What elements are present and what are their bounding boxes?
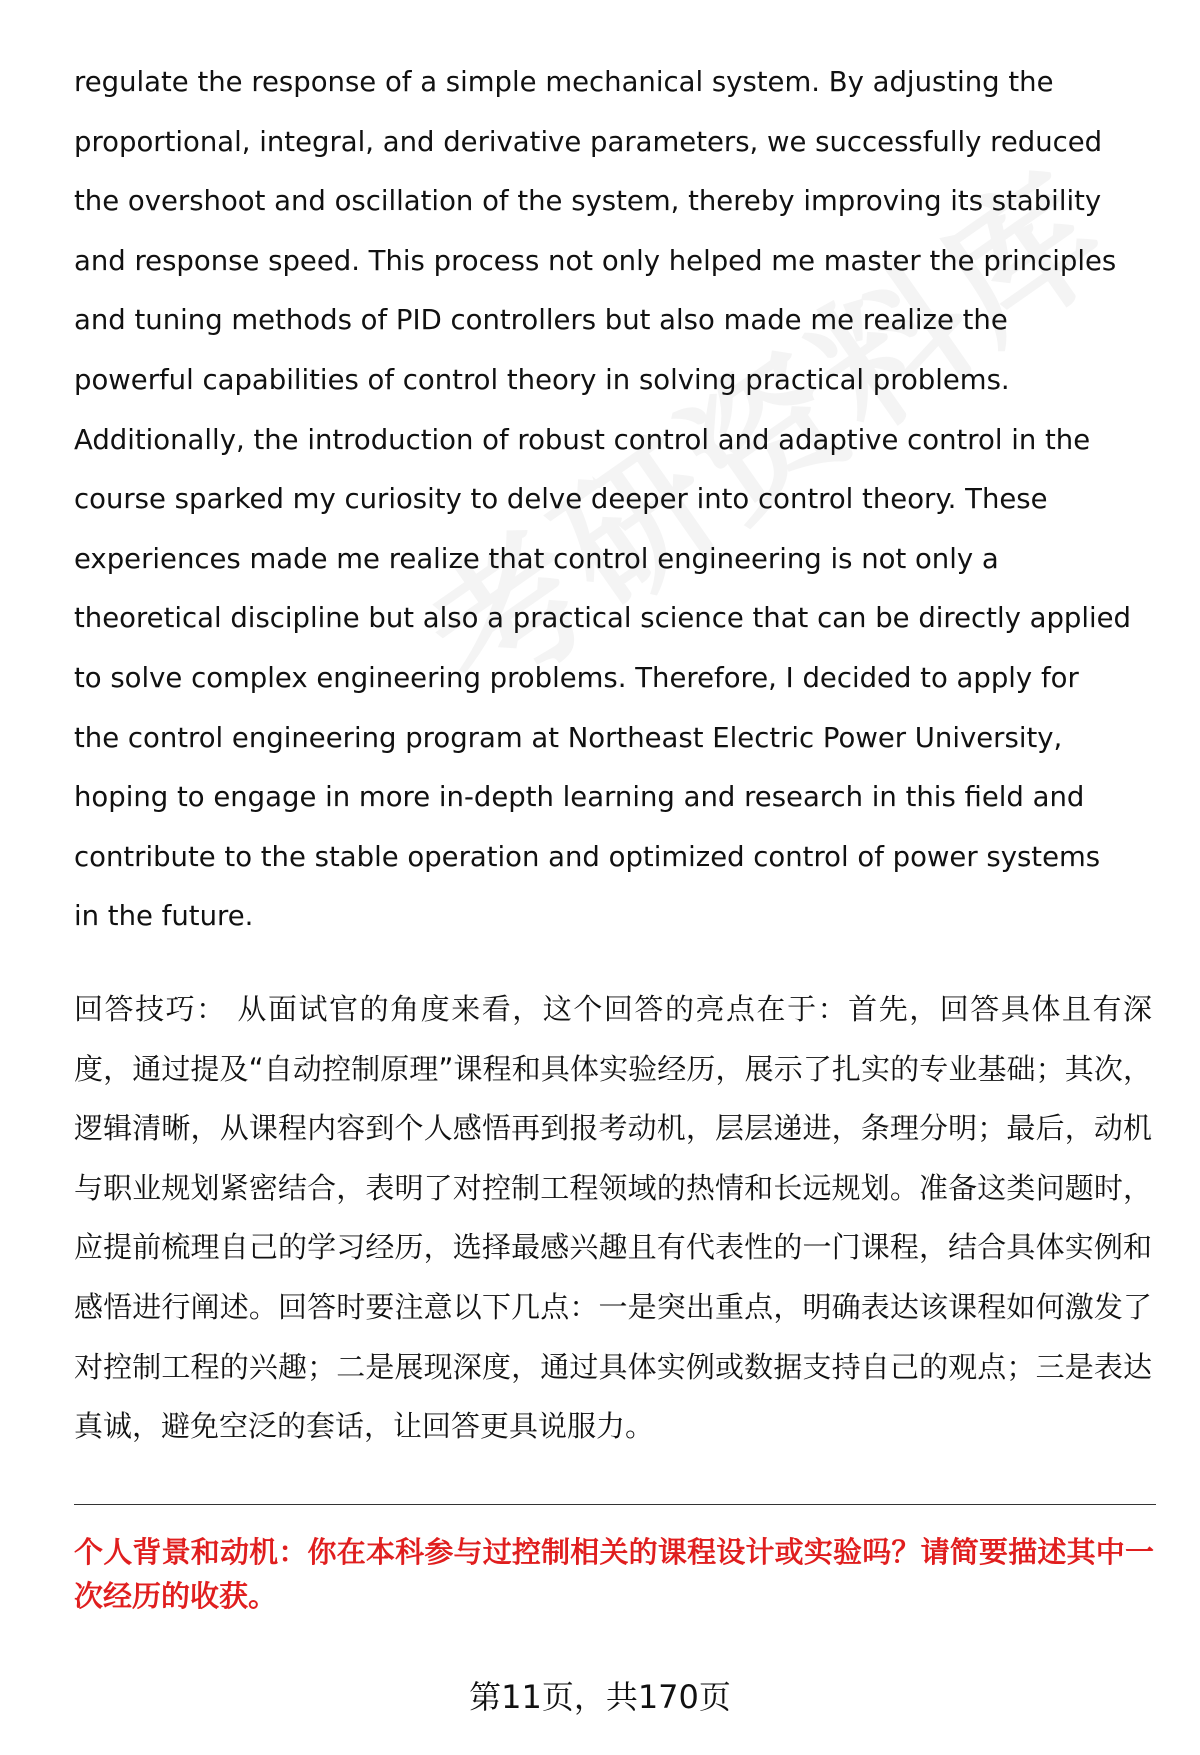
answer-line: and response speed. This process not only helped me master the principles	[74, 244, 1117, 277]
answer-line: to solve complex engineering problems. Therefore, I decided to apply for	[74, 661, 1079, 694]
answer-english-paragraph	[74, 53, 1164, 947]
answer-line: theoretical discipline but also a practical science that can be directly applied	[74, 602, 1132, 635]
answer-line: the overshoot and oscillation of the system, thereby improving its stability	[74, 185, 1102, 218]
answer-line: the control engineering program at Northeast Electric Power University,	[74, 721, 1063, 754]
answer-line: regulate the response of a simple mechanical system. By adjusting the	[74, 66, 1054, 98]
answer-line: Additionally, the introduction of robust control and adaptive control in the	[74, 423, 1091, 456]
answer-line: proportional, integral, and derivative parameters, we successfully reduced	[74, 125, 1103, 158]
next-question-heading: 个人背景和动机：你在本科参与过控制相关的课程设计或实验吗？请简要描述其中一次经历的收获。	[74, 1535, 1154, 1613]
answer-line: and tuning methods of PID controllers but also made me realize the	[74, 304, 1008, 337]
answer-line: contribute to the stable operation and optimized control of power systems	[74, 840, 1101, 873]
answer-line: powerful capabilities of control theory in solving practical problems.	[74, 363, 1010, 396]
answer-tip-paragraph: 回答技巧： 从面试官的角度来看，这个回答的亮点在于：首先，回答具体且有深度，通过提及“自动控制原理”课程和具体实验经历，展示了扎实的专业基础；其次，逻辑清晰，从课程内容到个人感悟再到报考动机，层层递进，条理分明；最后，动机与职业规划紧密结合，表明了对控制工程领域的热情和长远规划。准备这类问题时，应提前梳理自己的学习经历，选择最感兴趣且有代表性的一门课程，结合具体实例和感悟进行阐述。回答时要注意以下几点：一是突出重点，明确表达该课程如何激发了对控制工程的兴趣；二是展现深度，通过具体实例或数据支持自己的观点；三是表达真诚，避免空泛的套话，让回答更具说服力。	[74, 992, 1152, 1444]
section-divider	[74, 1504, 1156, 1505]
answer-line: hoping to engage in more in-depth learning and research in this field and	[74, 781, 1085, 814]
answer-line: in the future.	[74, 900, 254, 933]
answer-line: experiences made me realize that control engineering is not only a	[74, 542, 999, 575]
answer-line: course sparked my curiosity to delve deeper into control theory. These	[74, 483, 1048, 516]
page-number-footer: 第11页，共170页	[469, 1678, 731, 1716]
